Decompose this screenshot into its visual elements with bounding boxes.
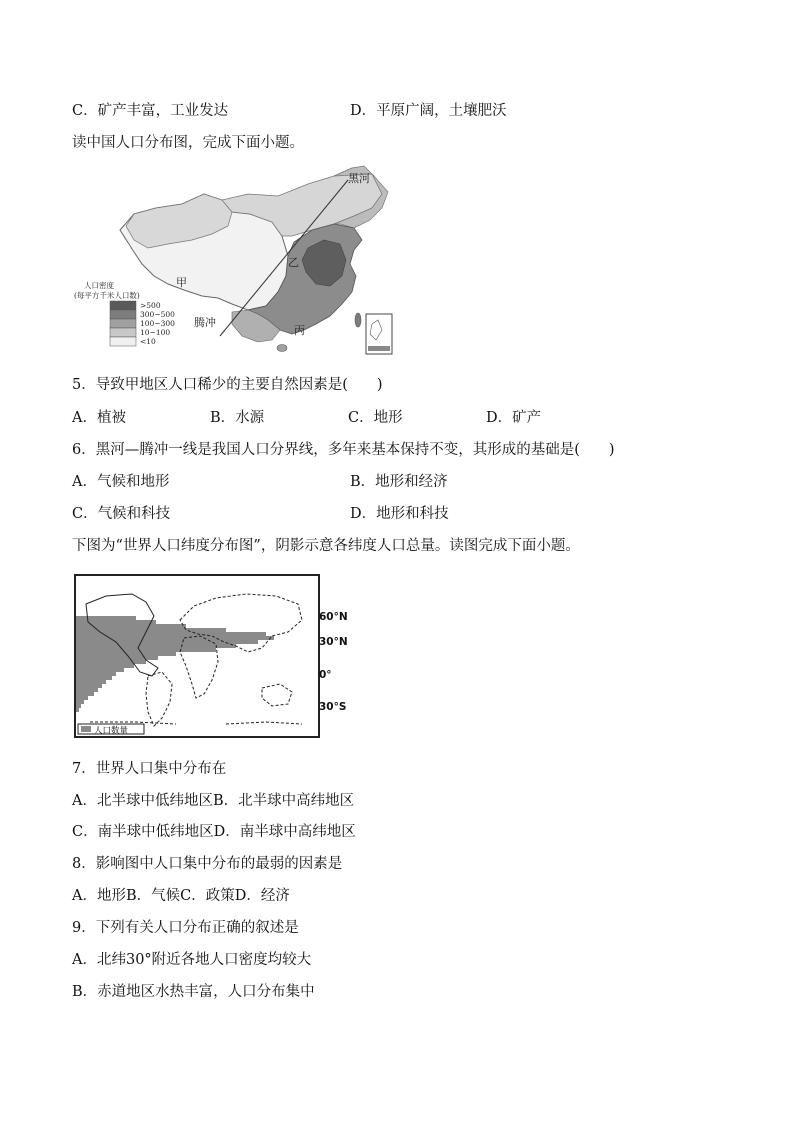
legend-item-2: 100~300 — [140, 319, 175, 328]
hainan-island — [277, 345, 287, 352]
world-population-latitude-map — [74, 574, 320, 738]
label-yi: 乙 — [288, 256, 299, 269]
q6-stem: 6．黑河—腾冲一线是我国人口分界线，多年来基本保持不变，其形成的基础是( ) — [72, 442, 615, 458]
q5-option-a: A．植被 — [72, 410, 126, 426]
q8-options: A．地形B．气候C．政策D．经济 — [72, 888, 290, 904]
q6-option-c: C．气候和科技 — [72, 506, 171, 522]
world-legend-label: 人口数量 — [94, 726, 129, 736]
q4-option-d: D．平原广阔，土壤肥沃 — [350, 103, 507, 119]
label-heihe: 黑河 — [348, 172, 370, 185]
legend-item-4: <10 — [140, 337, 156, 346]
world-legend-swatch — [81, 726, 91, 732]
q6-option-d: D．地形和科技 — [350, 506, 449, 522]
lat-label-0: 0° — [319, 669, 332, 681]
label-jia: 甲 — [176, 276, 187, 289]
q5-stem: 5．导致甲地区人口稀少的主要自然因素是( ) — [72, 377, 383, 393]
q6-option-b: B．地形和经济 — [350, 474, 448, 490]
lat-label-30s: 30°S — [319, 701, 347, 713]
legend-subtitle: (每平方千米人口数) — [74, 291, 140, 300]
q8-stem: 8．影响图中人口集中分布的最弱的因素是 — [72, 856, 343, 872]
q4-option-c: C．矿产丰富，工业发达 — [72, 103, 229, 119]
q7-options-cd: C．南半球中低纬地区D．南半球中高纬地区 — [72, 824, 356, 840]
q9-option-a: A．北纬30°附近各地人口密度均较大 — [72, 952, 312, 968]
q6-option-a: A．气候和地形 — [72, 474, 170, 490]
legend-title: 人口密度 — [84, 281, 114, 290]
china-map-intro: 读中国人口分布图，完成下面小题。 — [72, 135, 304, 151]
q7-stem: 7．世界人口集中分布在 — [72, 761, 227, 777]
population-bars — [76, 616, 274, 712]
lat-label-60n: 60°N — [319, 611, 348, 623]
q5-option-c: C．地形 — [348, 410, 403, 426]
world-map-svg — [76, 576, 318, 736]
legend-items — [110, 301, 175, 346]
label-bing: 丙 — [294, 324, 305, 337]
q9-stem: 9．下列有关人口分布正确的叙述是 — [72, 920, 299, 936]
legend-item-3: 10~100 — [140, 328, 171, 337]
q9-option-b: B．赤道地区水热丰富，人口分布集中 — [72, 984, 315, 1000]
world-map-intro: 下图为“世界人口纬度分布图”，阴影示意各纬度人口总量。读图完成下面小题。 — [72, 538, 580, 554]
legend-item-1: 300~500 — [140, 310, 175, 319]
legend-item-0: >500 — [140, 301, 161, 310]
china-map-svg — [72, 164, 402, 358]
q5-option-d: D．矿产 — [486, 410, 542, 426]
q7-options-ab: A．北半球中低纬地区B．北半球中高纬地区 — [72, 793, 355, 809]
china-population-map — [72, 164, 402, 358]
taiwan-island — [355, 313, 361, 327]
q5-option-b: B．水源 — [210, 410, 265, 426]
lat-label-30n: 30°N — [319, 636, 348, 648]
label-tengchong: 腾冲 — [194, 316, 216, 329]
